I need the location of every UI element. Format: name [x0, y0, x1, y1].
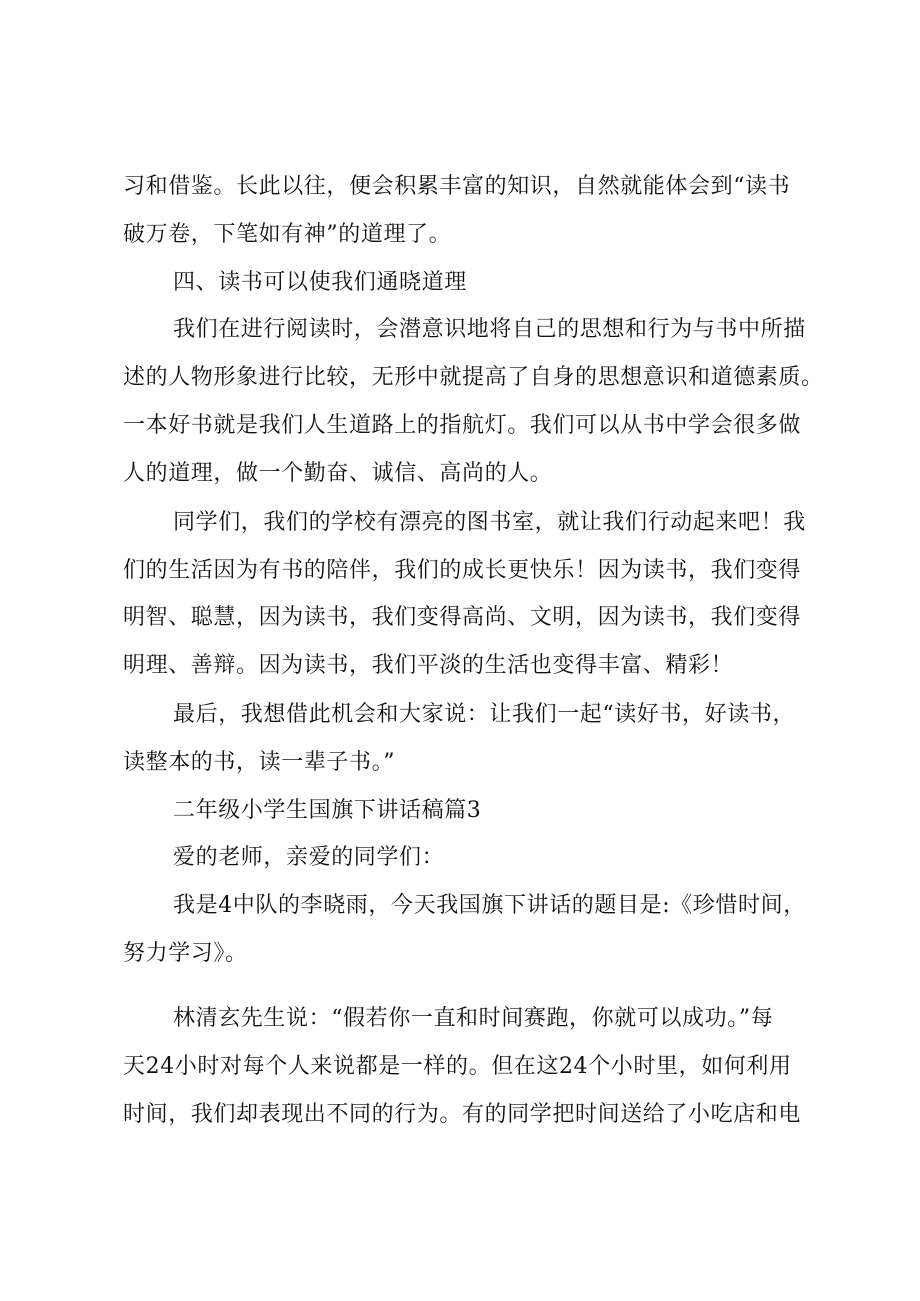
- body-text-line: 一本好书就是我们人生道路上的指航灯。我们可以从书中学会很多做: [123, 413, 802, 438]
- body-text-line: 述的人物形象进行比较，无形中就提高了自身的思想意识和道德素质。: [123, 365, 824, 390]
- body-text-line: 我是4中队的李晓雨，今天我国旗下讲话的题目是:《珍惜时间，: [173, 893, 806, 918]
- body-text-line: 林清玄先生说：“假若你一直和时间赛跑，你就可以成功。”每: [173, 1006, 774, 1031]
- body-text-line: 时间，我们却表现出不同的行为。有的同学把时间送给了小吃店和电: [123, 1102, 802, 1127]
- body-text-line: 天24小时对每个人来说都是一样的。但在这24个小时里，如何利用: [123, 1054, 792, 1079]
- body-text-line: 习和借鉴。长此以往，便会积累丰富的知识，自然就能体会到“读书: [123, 174, 791, 199]
- body-text-line: 努力学习》。: [123, 941, 248, 966]
- section-heading: 四、读书可以使我们通晓道理: [173, 270, 467, 295]
- body-text-line: 人的道理，做一个勤奋、诚信、高尚的人。: [123, 461, 553, 486]
- body-text-line: 破万卷，下笔如有神”的道理了。: [123, 222, 452, 247]
- body-text-line: 同学们，我们的学校有漂亮的图书室，就让我们行动起来吧！我: [173, 510, 806, 535]
- body-text-line: 们的生活因为有书的陪伴，我们的成长更快乐！因为读书，我们变得: [123, 558, 802, 583]
- body-text-line: 明智、聪慧，因为读书，我们变得高尚、文明，因为读书，我们变得: [123, 605, 802, 630]
- body-text-line: 我们在进行阅读时，会潜意识地将自己的思想和行为与书中所描: [173, 317, 806, 342]
- body-text-line: 读整本的书，读一辈子书。”: [123, 750, 396, 775]
- body-text-line: 最后，我想借此机会和大家说：让我们一起“读好书，好读书，: [173, 702, 796, 727]
- greeting-line: 爱的老师，亲爱的同学们：: [173, 845, 445, 870]
- section-heading: 二年级小学生国旗下讲话稿篇3: [173, 798, 482, 823]
- body-text-line: 明理、善辩。因为读书，我们平淡的生活也变得丰富、精彩！: [123, 653, 734, 678]
